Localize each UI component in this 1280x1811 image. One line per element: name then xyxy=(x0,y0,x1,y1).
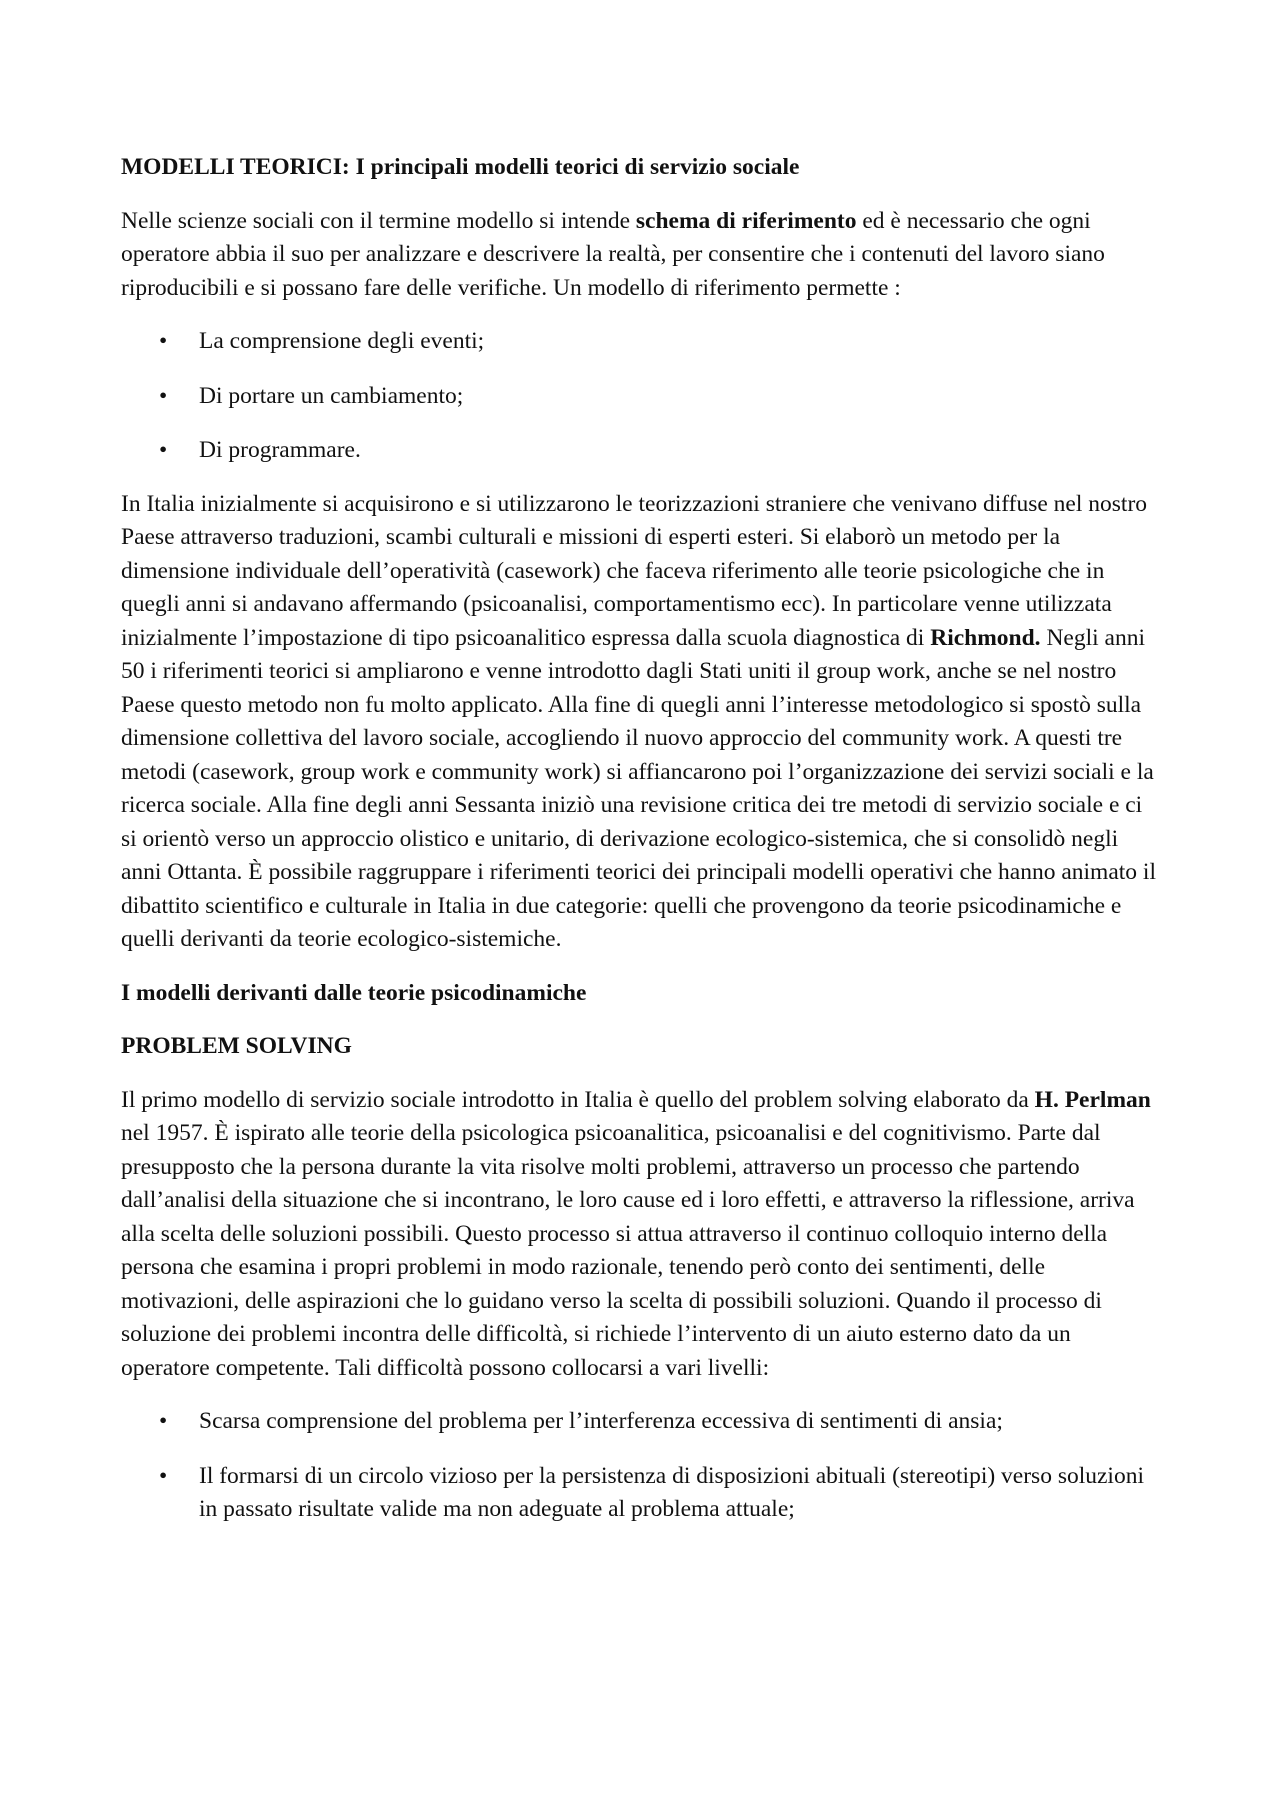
list-item xyxy=(121,325,1161,359)
list-item-text: Di programmare. xyxy=(199,437,361,463)
list-item-text: Di portare un cambiamento; xyxy=(199,382,464,409)
list-item xyxy=(121,1405,1161,1439)
bullet-icon: • xyxy=(159,328,168,354)
document-title: MODELLI TEORICI: I principali modelli teorici di servizio sociale xyxy=(121,154,800,180)
history-text-1: In Italia inizialmente si acquisirono e si utilizzarono le teorizzazioni straniere che venivano diffuse nel nostro Paese attraverso traduzioni, scambi culturali e missioni di esperti esteri. Si elaborò un metodo per la dimensione individuale dell’operatività (casework) che faceva riferimento alle teorie psicologiche che in quegli anni si andavano affermando (psicoanalisi, comportamentismo ecc). In particolare venne utilizzata inizialmente l’impostazione di tipo psicoanalitico espressa dalla scuola diagnostica di xyxy=(121,490,1148,651)
bullet-icon: • xyxy=(159,382,168,409)
history-paragraph xyxy=(121,488,1161,957)
list-item xyxy=(121,434,1161,468)
intro-text-2: ed è necessario che ogni operatore abbia il suo per analizzare e descrivere la realtà, per consentire che i contenuti del lavoro siano riproducibili e si possano fare delle verifiche. Un modello di riferimento permette : xyxy=(121,207,1105,301)
problem-solving-bold-author: H. Perlman xyxy=(1034,1086,1151,1113)
list-item-text: Scarsa comprensione del problema per l’interferenza eccessiva di sentimenti di ansia; xyxy=(199,1408,1003,1434)
list-item xyxy=(121,1460,1161,1527)
bullet-list-difficulties xyxy=(121,1405,1161,1527)
list-item-text: Il formarsi di un circolo vizioso per la persistenza di disposizioni abituali (stereotipi) verso soluzioni in passato risultate valide ma non adeguate al problema attuale; xyxy=(199,1462,1144,1522)
bullet-icon: • xyxy=(159,1462,168,1489)
bullet-list-purposes xyxy=(121,325,1161,468)
problem-solving-text-2: nel 1957. È ispirato alle teorie della psicologica psicoanalitica, psicoanalisi e del cognitivismo. Parte dal presupposto che la persona durante la vita risolve molti problemi, attraverso un processo che partendo dall’analisi della situazione che si incontrano, le loro cause ed i loro effetti, e attraverso la riflessione, arriva alla scelta delle soluzioni possibili. Questo processo si attua attraverso il continuo colloquio interno della persona che esamina i propri problemi in modo razionale, tenendo però conto dei sentimenti, delle motivazioni, delle aspirazioni che lo guidano verso la scelta di possibili soluzioni. Quando il processo di soluzione dei problemi incontra delle difficoltà, si richiede l’intervento di un aiuto esterno dato da un operatore competente. Tali difficoltà possono collocarsi a vari livelli: xyxy=(121,1120,1135,1381)
list-item-text: La comprensione degli eventi; xyxy=(199,328,485,354)
intro-text-1: Nelle scienze sociali con il termine modello si intende xyxy=(121,207,636,234)
problem-solving-paragraph xyxy=(121,1084,1161,1386)
history-text-2: Negli anni 50 i riferimenti teorici si ampliarono e venne introdotto dagli Stati uniti il group work, anche se nel nostro Paese questo metodo non fu molto applicato. Alla fine di quegli anni l’interesse metodologico si spostò sulla dimensione collettiva del lavoro sociale, accogliendo il nuovo approccio del community work. A questi tre metodi (casework, group work e community work) si affiancarono poi l’organizzazione dei servizi sociali e la ricerca sociale. Alla fine degli anni Sessanta iniziò una revisione critica dei tre metodi di servizio sociale e ci si orientò verso un approccio olistico e unitario, di derivazione ecologico-sistemica, che si consolidò negli anni Ottanta. È possibile raggruppare i riferimenti teorici dei principali modelli operativi che hanno animato il dibattito scientifico e culturale in Italia in due categorie: quelli che provengono da teorie psicodinamiche e quelli derivanti da teorie ecologico-sistemiche. xyxy=(121,624,1156,952)
intro-bold-term: schema di riferimento xyxy=(635,207,857,234)
section-heading-problem-solving: PROBLEM SOLVING xyxy=(121,1033,352,1059)
bullet-icon: • xyxy=(159,1408,168,1434)
list-item xyxy=(121,380,1161,414)
section-heading-psicodinamiche: I modelli derivanti dalle teorie psicodinamiche xyxy=(121,979,587,1006)
intro-paragraph xyxy=(121,205,1161,306)
bullet-icon: • xyxy=(159,437,168,463)
problem-solving-text-1: Il primo modello di servizio sociale introdotto in Italia è quello del problem solving elaborato da xyxy=(121,1086,1035,1113)
history-bold-term: Richmond. xyxy=(930,624,1041,651)
document-body xyxy=(121,151,1161,1547)
